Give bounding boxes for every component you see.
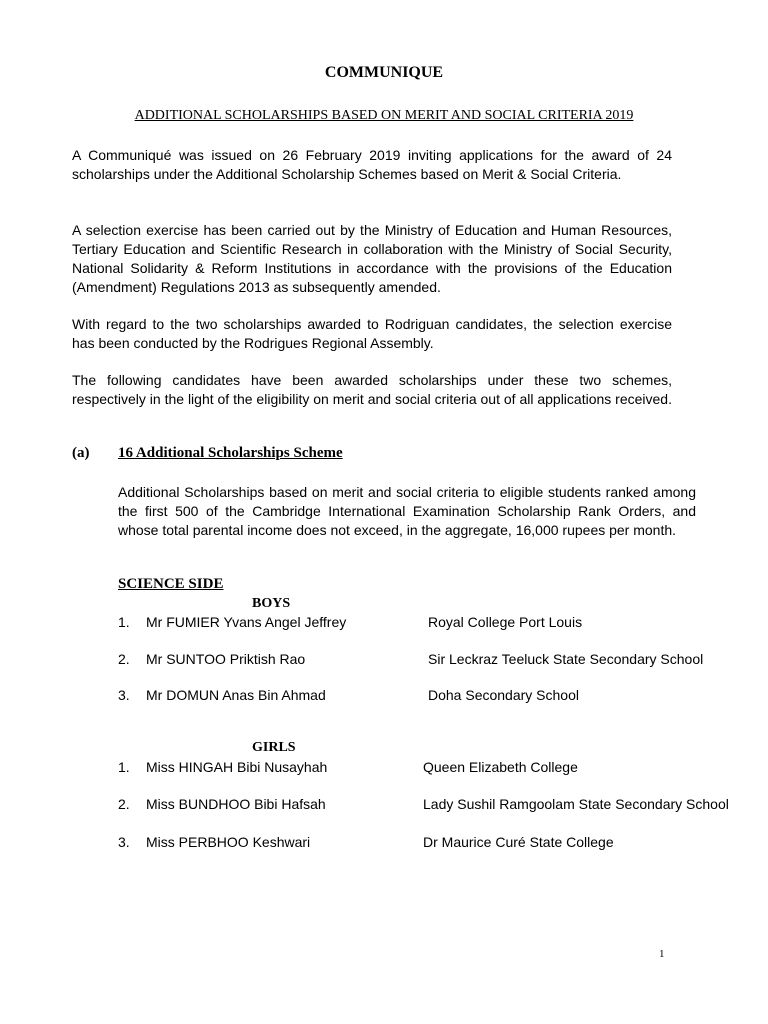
list-item: [0, 759, 768, 779]
paragraph: With regard to the two scholarships awarded to Rodriguan candidates, the selection exercise has been conducted by the Rodrigues Regional Assembly.: [72, 316, 672, 351]
list-number: 3.: [118, 834, 130, 850]
student-name: Mr SUNTOO Priktish Rao: [146, 651, 306, 667]
list-number: 1.: [118, 759, 130, 775]
list-item: [0, 834, 768, 854]
school-name: Doha Secondary School: [428, 687, 579, 703]
student-name: Miss HINGAH Bibi Nusayhah: [146, 759, 328, 775]
list-item: [0, 796, 768, 816]
paragraph: A selection exercise has been carried out by the Ministry of Education and Human Resources, Tertiary Education and Scientific Research in collaboration with the Ministry of Social Security, National Solidarity & Reform Institutions in accordance with the provisions of the Education (Amendment) Regulations 2013 as subsequently amended.: [72, 222, 672, 295]
school-name: Queen Elizabeth College: [423, 759, 578, 775]
list-item: [0, 687, 768, 707]
paragraph: A Communiqué was issued on 26 February 2019 inviting applications for the award of 24 scholarships under the Additional Scholarship Schemes based on Merit & Social Criteria.: [72, 147, 672, 182]
student-name: Mr DOMUN Anas Bin Ahmad: [146, 687, 326, 703]
list-number: 2.: [118, 651, 130, 667]
section-description: Additional Scholarships based on merit and social criteria to eligible students ranked among the first 500 of the Cambridge International Examination Scholarship Rank Orders, and whose total parental income does not exceed, in the aggregate, 16,000 rupees per month.: [118, 484, 696, 538]
school-name: Lady Sushil Ramgoolam State Secondary School: [423, 796, 729, 812]
list-item: [0, 651, 768, 671]
school-name: Sir Leckraz Teeluck State Secondary School: [428, 651, 704, 667]
page-title: COMMUNIQUE: [324, 64, 444, 81]
boys-heading: BOYS: [252, 596, 291, 611]
page-number: 1: [659, 948, 665, 960]
student-name: Miss BUNDHOO Bibi Hafsah: [146, 796, 326, 812]
science-side-heading: SCIENCE SIDE: [118, 576, 224, 592]
section-title: 16 Additional Scholarships Scheme: [118, 445, 343, 461]
list-number: 1.: [118, 614, 130, 630]
list-number: 3.: [118, 687, 130, 703]
list-number: 2.: [118, 796, 130, 812]
student-name: Mr FUMIER Yvans Angel Jeffrey: [146, 614, 347, 630]
page-subtitle: ADDITIONAL SCHOLARSHIPS BASED ON MERIT AND SOCIAL CRITERIA 2019: [134, 108, 634, 123]
school-name: Royal College Port Louis: [428, 614, 583, 630]
school-name: Dr Maurice Curé State College: [423, 834, 614, 850]
girls-heading: GIRLS: [252, 740, 296, 755]
list-item: [0, 614, 768, 634]
student-name: Miss PERBHOO Keshwari: [146, 834, 311, 850]
section-label: (a): [72, 445, 90, 461]
paragraph: The following candidates have been awarded scholarships under these two schemes, respectively in the light of the eligibility on merit and social criteria out of all applications received.: [72, 372, 672, 407]
